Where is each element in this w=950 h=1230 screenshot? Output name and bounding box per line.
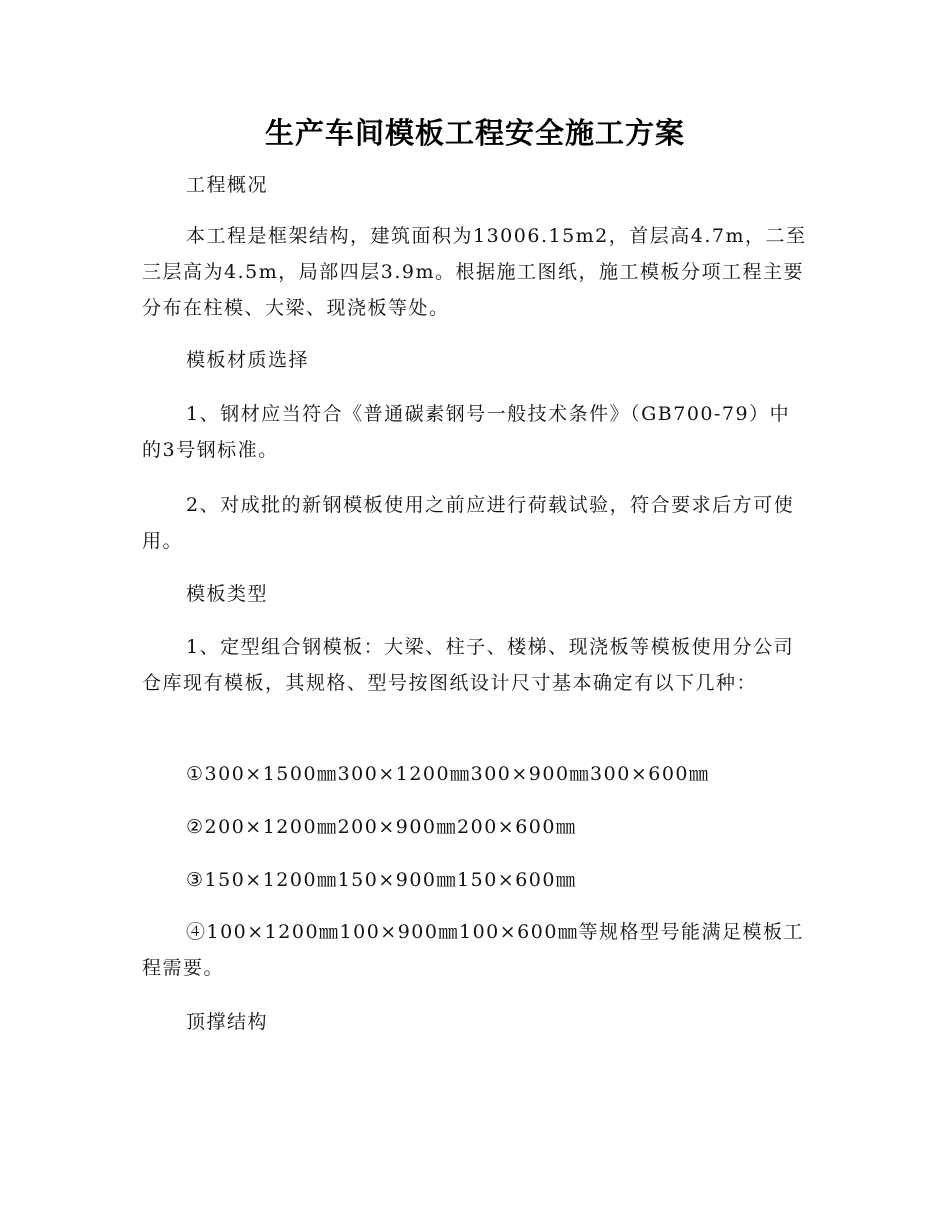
spec-list-item-1: ①300×1500㎜300×1200㎜300×900㎜300×600㎜: [186, 763, 710, 785]
paragraph-overview-body: 本工程是框架结构，建筑面积为13006.15m2，首层高4.7m，二至三层高为4.5m，局部四层3.9m。根据施工图纸，施工模板分项工程主要分布在柱模、大梁、现浇板等处。: [142, 225, 807, 319]
paragraph-types-1: 1、定型组合钢模板：大梁、柱子、楼梯、现浇板等模板使用分公司仓库现有模板，其规格、型号按图纸设计尺寸基本确定有以下几种：: [142, 636, 795, 694]
paragraph-material-2: 2、对成批的新钢模板使用之前应进行荷载试验，符合要求后方可使用。: [142, 494, 795, 552]
section-heading-material: 模板材质选择: [186, 349, 310, 371]
section-heading-overview: 工程概况: [186, 174, 269, 196]
spec-list-item-2: ②200×1200㎜200×900㎜200×600㎜: [186, 816, 577, 838]
spec-list-item-4: ④100×1200㎜100×900㎜100×600㎜等规格型号能满足模板工程需要。: [142, 921, 804, 979]
spec-list-item-3: ③150×1200㎜150×900㎜150×600㎜: [186, 869, 577, 891]
paragraph-material-1: 1、钢材应当符合《普通碳素钢号一般技术条件》（GB700-79）中的3号钢标准。: [142, 403, 791, 461]
document-title: 生产车间模板工程安全施工方案: [264, 116, 685, 150]
section-heading-support: 顶撑结构: [186, 1011, 269, 1033]
section-heading-types: 模板类型: [186, 583, 269, 605]
